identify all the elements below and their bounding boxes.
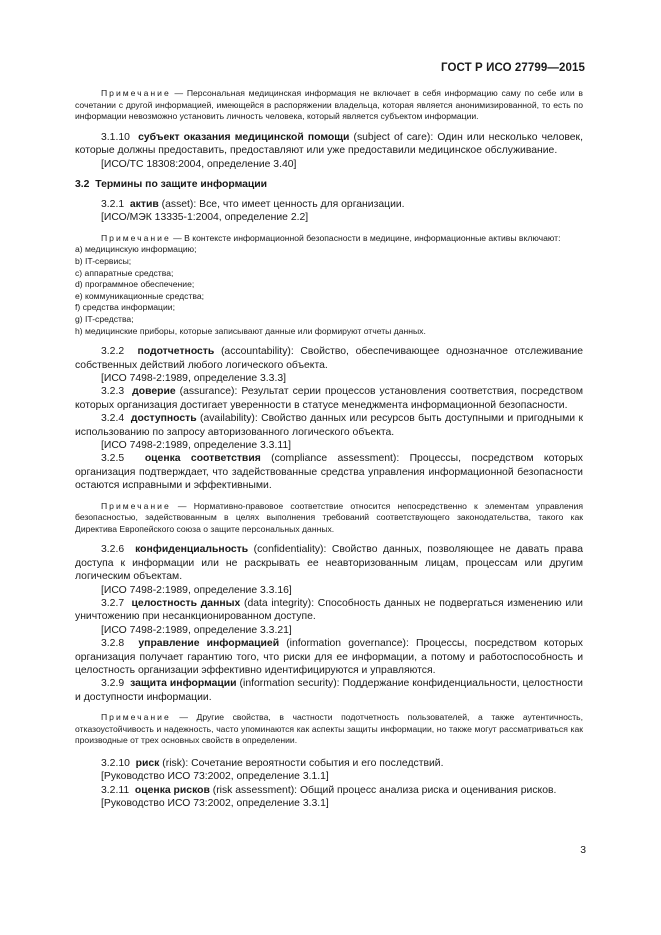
definition-3-2-10: 3.2.10 риск (risk): Сочетание вероятности события и его последствий. bbox=[101, 758, 444, 770]
term: субъект оказания медицинской помощи bbox=[138, 131, 350, 143]
term: подотчетность bbox=[137, 346, 215, 358]
definition-3-2-1: 3.2.1 актив (asset): Все, что имеет ценность для организации. bbox=[101, 199, 405, 210]
definition-3-1-10: 3.1.10 субъект оказания медицинской помощи (subject of care): Один или несколько человек, которые должны предоставить, предоставляют или уже предоставили медицинское обслуживание. bbox=[75, 131, 583, 157]
term: оценка соответствия bbox=[144, 453, 261, 465]
definition-source: [ИСО 7498-2:1989, определение 3.3.16] bbox=[101, 584, 292, 596]
assets-list bbox=[75, 244, 583, 337]
list-item: g) IT-средства; bbox=[75, 313, 134, 324]
list-item: c) аппаратные средства; bbox=[75, 267, 174, 278]
definition-3-2-3: 3.2.3 доверие (assurance): Результат серии процессов установления соответствия, посредством которых организация достигает уверенности в статусе менеджмента информационной безопасности. bbox=[75, 386, 583, 411]
note-4: Примечание — Другие свойства, в частности подотчетность пользователей, а также аутентичность, отказоустойчивость и надежность, часто упоминаются как аспекты защиты информации, но также могут рассматриваться как производные от трех основных свойств в определении. bbox=[75, 712, 583, 746]
standard-header: ГОСТ Р ИСО 27799—2015 bbox=[440, 62, 585, 74]
term: оценка рисков bbox=[134, 784, 210, 796]
definition-source: [ИСО 7498-2:1989, определение 3.3.3] bbox=[101, 372, 287, 384]
definition-source: [ИСО 7498-2:1989, определение 3.3.21] bbox=[101, 624, 292, 636]
note-3: Примечание — Нормативно-правовое соответствие относится непосредственно к элементам управления безопасностью, задействованным в целях выполнения требований соответствующего законодательства, такого как Директива Европейского союза о защите персональных данных. bbox=[75, 500, 583, 534]
definition-3-2-2: 3.2.2 подотчетность (accountability): Свойство, обеспечивающее однозначное отслеживание собственных действий любого логического объекта. bbox=[75, 346, 583, 371]
definition-3-2-9: 3.2.9 защита информации (information security): Поддержание конфиденциальности, целостности и доступности информации. bbox=[75, 678, 583, 703]
definition-3-2-5: 3.2.5 оценка соответствия (compliance assessment): Процессы, посредством которых организация подтверждает, что задействованные средства управления информационной безопасности остаются исправными и эффективными. bbox=[75, 453, 583, 492]
list-item: d) программное обеспечение; bbox=[75, 279, 195, 290]
term: доступность bbox=[130, 413, 197, 425]
definition-source: [ИСО 7498-2:1989, определение 3.3.11] bbox=[101, 440, 292, 451]
list-item: b) IT-сервисы; bbox=[75, 256, 132, 266]
term: доверие bbox=[132, 386, 176, 398]
definition-3-2-6: 3.2.6 конфиденциальность (confidentiality): Свойство данных, позволяющее не давать права доступа к информации или не раскрывать ее неавторизованным лицам, процессам или другим логическим объектам. bbox=[75, 544, 584, 583]
section-heading: 3.2 Термины по защите информации bbox=[75, 179, 268, 190]
term: защита информации bbox=[130, 678, 237, 690]
term: целостность данных bbox=[131, 598, 241, 610]
definition-3-2-11: 3.2.11 оценка рисков (risk assessment): Общий процесс анализа риска и оценивания рисков. bbox=[101, 784, 557, 796]
term: управление информацией bbox=[138, 638, 280, 650]
list-item: e) коммуникационные средства; bbox=[75, 290, 205, 301]
list-item: h) медицинские приборы, которые записывают данные или формируют отчеты данных. bbox=[75, 325, 426, 336]
note-2: Примечание — В контексте информационной безопасности в медицине, информационные активы включают: bbox=[101, 232, 561, 243]
note-label: Примечание bbox=[101, 88, 171, 98]
term: риск bbox=[135, 758, 160, 770]
definition-source: [ИСО/МЭК 13335-1:2004, определение 2.2] bbox=[101, 212, 309, 224]
page-content bbox=[75, 88, 583, 811]
list-item: f) средства информации; bbox=[75, 302, 175, 313]
definition-source: [Руководство ИСО 73:2002, определение 3.3.1] bbox=[101, 798, 329, 810]
definition-3-2-8: 3.2.8 управление информацией (information governance): Процессы, посредством которых организация получает гарантию того, что риски для ее информации, а потому и работоспособность и целостность организации эффективно идентифицируются и управляются. bbox=[75, 638, 583, 677]
term: конфиденциальность bbox=[135, 544, 249, 556]
term: актив bbox=[129, 199, 159, 210]
definition-source: [ИСО/ТС 18308:2004, определение 3.40] bbox=[101, 158, 297, 170]
definition-3-2-4: 3.2.4 доступность (availability): Свойство данных или ресурсов быть доступными и пригодными к использованию по запросу авторизованного логического объекта. bbox=[75, 413, 584, 438]
list-item: a) медицинскую информацию; bbox=[75, 244, 197, 255]
definition-source: [Руководство ИСО 73:2002, определение 3.1.1] bbox=[101, 771, 329, 783]
definition-3-2-7: 3.2.7 целостность данных (data integrity): Способность данных не подвергаться изменению или уничтожению при несанкционированном доступе. bbox=[75, 598, 583, 623]
note-1: Примечание — Персональная медицинская информация не включает в себя информацию саму по себе или в сочетании с другой информацией, имеющейся в распоряжении владельца, которая является анонимизированной, то есть по информации невозможно установить личность человека, который является субъектом информации. bbox=[75, 88, 583, 122]
page-number: 3 bbox=[580, 845, 586, 856]
